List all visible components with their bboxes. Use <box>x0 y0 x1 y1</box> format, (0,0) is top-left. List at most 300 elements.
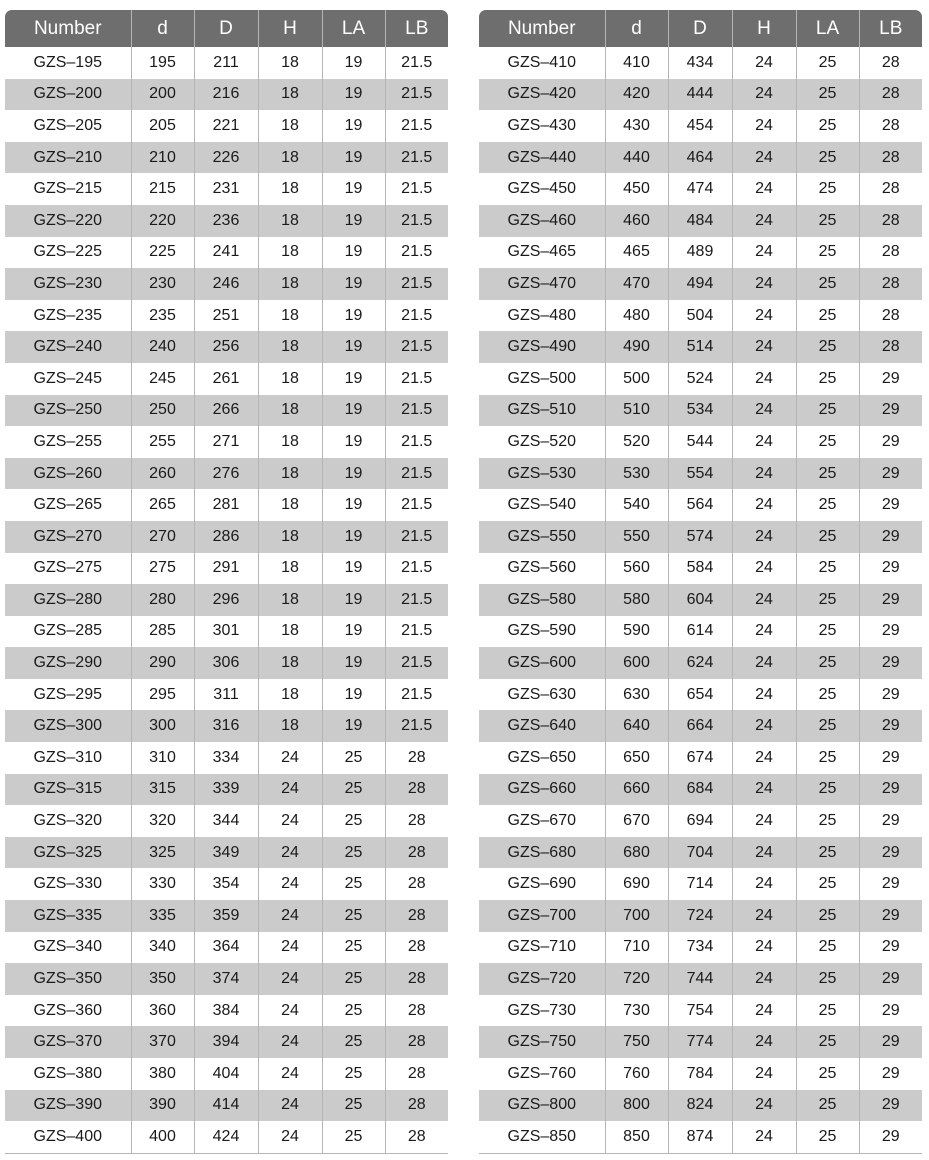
cell-d-inner: 590 <box>605 616 668 648</box>
cell-lb: 29 <box>859 995 922 1027</box>
table-row <box>479 1121 922 1153</box>
cell-d-inner: 320 <box>131 805 194 837</box>
cell-d-outer: 444 <box>668 79 732 111</box>
cell-h: 24 <box>258 963 322 995</box>
cell-d-outer: 344 <box>194 805 258 837</box>
cell-la: 25 <box>322 805 385 837</box>
cell-h: 24 <box>258 1026 322 1058</box>
cell-h: 18 <box>258 647 322 679</box>
table-row <box>479 331 922 363</box>
cell-la: 19 <box>322 142 385 174</box>
header-lb: LB <box>859 10 922 47</box>
cell-h: 24 <box>732 521 796 553</box>
cell-d-inner: 490 <box>605 331 668 363</box>
table-row <box>5 932 448 964</box>
cell-d-inner: 360 <box>131 995 194 1027</box>
cell-la: 25 <box>796 363 859 395</box>
cell-d-outer: 754 <box>668 995 732 1027</box>
cell-number: GZS–390 <box>5 1090 131 1122</box>
cell-h: 24 <box>258 742 322 774</box>
cell-la: 25 <box>796 1026 859 1058</box>
cell-d-inner: 710 <box>605 932 668 964</box>
cell-d-outer: 494 <box>668 268 732 300</box>
cell-number: GZS–800 <box>479 1090 605 1122</box>
cell-d-outer: 394 <box>194 1026 258 1058</box>
cell-number: GZS–465 <box>507 243 576 261</box>
cell-d-inner: 325 <box>131 837 194 869</box>
spec-table-right <box>479 10 922 1154</box>
table-row <box>5 995 448 1027</box>
cell-lb: 29 <box>859 458 922 490</box>
cell-la: 19 <box>322 426 385 458</box>
cell-d-inner: 550 <box>605 521 668 553</box>
cell-d-inner: 690 <box>605 868 668 900</box>
cell-h: 18 <box>258 237 322 269</box>
cell-d-outer: 226 <box>194 142 258 174</box>
cell-number: GZS–540 <box>507 496 576 514</box>
cell-number: GZS–430 <box>507 116 576 134</box>
cell-d-outer: 404 <box>194 1058 258 1090</box>
header-number: Number <box>479 10 605 47</box>
cell-la: 19 <box>322 710 385 742</box>
cell-h: 24 <box>258 932 322 964</box>
cell-lb: 28 <box>385 963 448 995</box>
cell-h: 24 <box>732 710 796 742</box>
cell-lb: 28 <box>859 79 922 111</box>
cell-d-outer: 504 <box>668 300 732 332</box>
table-header-row <box>479 10 922 47</box>
cell-h: 24 <box>258 900 322 932</box>
cell-la: 25 <box>796 331 859 363</box>
cell-h: 24 <box>732 837 796 869</box>
cell-d-inner: 380 <box>131 1058 194 1090</box>
cell-la: 25 <box>322 742 385 774</box>
cell-h: 24 <box>732 1090 796 1122</box>
cell-h: 18 <box>258 363 322 395</box>
cell-d-inner: 200 <box>131 79 194 111</box>
cell-la: 25 <box>796 79 859 111</box>
cell-lb: 29 <box>859 774 922 806</box>
cell-d-inner: 700 <box>605 900 668 932</box>
table-row <box>5 584 448 616</box>
table-row <box>479 1058 922 1090</box>
cell-lb: 29 <box>859 363 922 395</box>
table-row <box>5 173 448 205</box>
header-la: LA <box>796 10 859 47</box>
cell-la: 25 <box>796 1058 859 1090</box>
cell-la: 25 <box>796 521 859 553</box>
cell-la: 25 <box>796 963 859 995</box>
cell-h: 24 <box>732 932 796 964</box>
cell-d-outer: 604 <box>668 584 732 616</box>
cell-h: 24 <box>732 268 796 300</box>
cell-la: 19 <box>322 489 385 521</box>
cell-la: 25 <box>322 963 385 995</box>
cell-number: GZS–760 <box>507 1064 576 1082</box>
cell-d-inner: 390 <box>131 1090 194 1122</box>
cell-la: 25 <box>796 553 859 585</box>
cell-number: GZS–630 <box>507 685 576 703</box>
cell-la: 25 <box>322 1026 385 1058</box>
table-row <box>5 616 448 648</box>
table-row <box>479 458 922 490</box>
cell-number: GZS–420 <box>479 79 605 111</box>
cell-number: GZS–710 <box>507 938 576 956</box>
cell-la: 25 <box>796 489 859 521</box>
cell-number: GZS–560 <box>507 559 576 577</box>
cell-lb: 21.5 <box>385 584 448 616</box>
cell-h: 24 <box>732 237 796 269</box>
cell-d-outer: 624 <box>668 647 732 679</box>
cell-number: GZS–700 <box>479 900 605 932</box>
table-row <box>5 1090 448 1122</box>
cell-number: GZS–750 <box>479 1026 605 1058</box>
cell-h: 24 <box>732 458 796 490</box>
cell-h: 18 <box>258 300 322 332</box>
cell-lb: 29 <box>859 805 922 837</box>
cell-d-outer: 514 <box>668 331 732 363</box>
cell-d-inner: 215 <box>131 173 194 205</box>
cell-d-inner: 640 <box>605 710 668 742</box>
cell-number: GZS–590 <box>507 622 576 640</box>
table-row <box>5 300 448 332</box>
cell-h: 18 <box>258 710 322 742</box>
cell-number: GZS–640 <box>479 710 605 742</box>
cell-d-inner: 465 <box>605 237 668 269</box>
cell-number: GZS–660 <box>479 774 605 806</box>
cell-la: 19 <box>322 79 385 111</box>
cell-la: 25 <box>796 805 859 837</box>
cell-d-outer: 291 <box>194 553 258 585</box>
cell-la: 25 <box>322 995 385 1027</box>
cell-lb: 29 <box>859 426 922 458</box>
cell-lb: 21.5 <box>385 553 448 585</box>
cell-lb: 28 <box>385 868 448 900</box>
cell-d-outer: 734 <box>668 932 732 964</box>
table-row <box>479 110 922 142</box>
cell-d-outer: 484 <box>668 205 732 237</box>
cell-d-outer: 271 <box>194 426 258 458</box>
cell-d-outer: 714 <box>668 868 732 900</box>
cell-d-inner: 285 <box>131 616 194 648</box>
cell-d-inner: 220 <box>131 205 194 237</box>
cell-h: 18 <box>258 521 322 553</box>
cell-h: 24 <box>258 868 322 900</box>
cell-h: 24 <box>258 1121 322 1153</box>
cell-la: 19 <box>322 268 385 300</box>
cell-number: GZS–310 <box>33 748 102 766</box>
cell-d-outer: 231 <box>194 173 258 205</box>
cell-d-outer: 784 <box>668 1058 732 1090</box>
cell-la: 25 <box>322 1121 385 1153</box>
cell-d-outer: 434 <box>668 47 732 79</box>
cell-d-outer: 724 <box>668 900 732 932</box>
cell-la: 25 <box>796 237 859 269</box>
cell-d-outer: 296 <box>194 584 258 616</box>
cell-d-outer: 464 <box>668 142 732 174</box>
table-row <box>479 237 922 269</box>
cell-lb: 29 <box>859 553 922 585</box>
cell-h: 24 <box>732 647 796 679</box>
cell-la: 25 <box>796 742 859 774</box>
cell-d-outer: 489 <box>668 237 732 269</box>
cell-number: GZS–290 <box>5 647 131 679</box>
cell-h: 18 <box>258 331 322 363</box>
cell-lb: 28 <box>859 110 922 142</box>
cell-number: GZS–265 <box>33 496 102 514</box>
table-row <box>5 458 448 490</box>
cell-la: 25 <box>796 647 859 679</box>
cell-d-outer: 424 <box>194 1121 258 1153</box>
cell-d-inner: 310 <box>131 742 194 774</box>
cell-la: 25 <box>322 837 385 869</box>
cell-number: GZS–580 <box>479 584 605 616</box>
table-row <box>5 1058 448 1090</box>
table-row <box>5 900 448 932</box>
cell-d-outer: 574 <box>668 521 732 553</box>
cell-number: GZS–720 <box>479 963 605 995</box>
cell-d-outer: 684 <box>668 774 732 806</box>
cell-number: GZS–230 <box>5 268 131 300</box>
cell-d-outer: 554 <box>668 458 732 490</box>
table-row <box>5 742 448 774</box>
table-row <box>479 774 922 806</box>
cell-lb: 28 <box>859 173 922 205</box>
cell-h: 24 <box>732 363 796 395</box>
table-row <box>479 900 922 932</box>
cell-number: GZS–210 <box>5 142 131 174</box>
cell-h: 24 <box>732 868 796 900</box>
cell-d-outer: 316 <box>194 710 258 742</box>
cell-lb: 29 <box>859 932 922 964</box>
cell-d-inner: 260 <box>131 458 194 490</box>
cell-h: 24 <box>732 79 796 111</box>
table-row <box>479 79 922 111</box>
table-row <box>5 521 448 553</box>
cell-h: 18 <box>258 458 322 490</box>
cell-h: 24 <box>732 47 796 79</box>
cell-d-inner: 295 <box>131 679 194 711</box>
header-number: Number <box>5 10 131 47</box>
cell-d-inner: 580 <box>605 584 668 616</box>
table-row <box>479 1026 922 1058</box>
cell-number: GZS–490 <box>479 331 605 363</box>
cell-d-outer: 664 <box>668 710 732 742</box>
cell-d-inner: 250 <box>131 395 194 427</box>
header-d-inner: d <box>131 10 194 47</box>
cell-d-outer: 364 <box>194 932 258 964</box>
cell-la: 25 <box>796 900 859 932</box>
cell-h: 24 <box>732 426 796 458</box>
cell-d-inner: 400 <box>131 1121 194 1153</box>
cell-number: GZS–205 <box>33 116 102 134</box>
cell-number: GZS–250 <box>5 395 131 427</box>
cell-lb: 28 <box>385 900 448 932</box>
cell-lb: 21.5 <box>385 521 448 553</box>
table-row <box>479 1090 922 1122</box>
cell-d-inner: 370 <box>131 1026 194 1058</box>
cell-lb: 28 <box>385 1026 448 1058</box>
cell-number: GZS–400 <box>5 1121 131 1153</box>
cell-la: 19 <box>322 205 385 237</box>
cell-d-outer: 774 <box>668 1026 732 1058</box>
cell-la: 19 <box>322 395 385 427</box>
cell-lb: 29 <box>859 963 922 995</box>
cell-la: 25 <box>796 774 859 806</box>
cell-la: 19 <box>322 173 385 205</box>
cell-la: 19 <box>322 331 385 363</box>
header-d-inner: d <box>605 10 668 47</box>
cell-d-inner: 480 <box>605 300 668 332</box>
cell-number: GZS–280 <box>5 584 131 616</box>
cell-h: 18 <box>258 426 322 458</box>
cell-h: 24 <box>258 1090 322 1122</box>
cell-h: 24 <box>732 1121 796 1153</box>
cell-la: 19 <box>322 363 385 395</box>
table-row <box>479 268 922 300</box>
cell-lb: 21.5 <box>385 205 448 237</box>
cell-number: GZS–200 <box>5 79 131 111</box>
cell-lb: 29 <box>859 837 922 869</box>
header-d-outer: D <box>194 10 258 47</box>
cell-h: 24 <box>732 679 796 711</box>
cell-h: 24 <box>258 805 322 837</box>
cell-number: GZS–550 <box>479 521 605 553</box>
cell-la: 19 <box>322 300 385 332</box>
cell-h: 24 <box>258 1058 322 1090</box>
cell-la: 25 <box>322 1090 385 1122</box>
cell-h: 24 <box>732 584 796 616</box>
cell-lb: 21.5 <box>385 47 448 79</box>
cell-h: 24 <box>732 805 796 837</box>
header-h: H <box>732 10 796 47</box>
cell-d-outer: 474 <box>668 173 732 205</box>
cell-d-outer: 301 <box>194 616 258 648</box>
table-row <box>5 268 448 300</box>
cell-d-outer: 306 <box>194 647 258 679</box>
cell-d-inner: 335 <box>131 900 194 932</box>
cell-d-inner: 520 <box>605 426 668 458</box>
table-row <box>5 205 448 237</box>
cell-d-inner: 265 <box>131 489 194 521</box>
cell-la: 25 <box>796 173 859 205</box>
cell-d-outer: 216 <box>194 79 258 111</box>
cell-h: 24 <box>732 616 796 648</box>
cell-d-outer: 354 <box>194 868 258 900</box>
cell-lb: 29 <box>859 647 922 679</box>
cell-la: 19 <box>322 458 385 490</box>
cell-h: 18 <box>258 173 322 205</box>
cell-lb: 28 <box>385 742 448 774</box>
cell-number: GZS–380 <box>33 1064 102 1082</box>
cell-d-outer: 614 <box>668 616 732 648</box>
cell-lb: 21.5 <box>385 110 448 142</box>
cell-number: GZS–335 <box>5 900 131 932</box>
table-row <box>479 426 922 458</box>
cell-la: 25 <box>322 932 385 964</box>
cell-d-inner: 670 <box>605 805 668 837</box>
table-row <box>5 837 448 869</box>
cell-d-outer: 874 <box>668 1121 732 1153</box>
cell-number: GZS–520 <box>507 432 576 450</box>
cell-lb: 28 <box>859 205 922 237</box>
cell-number: GZS–500 <box>507 369 576 387</box>
cell-h: 24 <box>732 742 796 774</box>
cell-h: 24 <box>732 774 796 806</box>
cell-la: 19 <box>322 47 385 79</box>
cell-lb: 28 <box>859 47 922 79</box>
cell-d-outer: 744 <box>668 963 732 995</box>
cell-d-inner: 205 <box>131 110 194 142</box>
cell-d-outer: 359 <box>194 900 258 932</box>
cell-lb: 28 <box>859 237 922 269</box>
cell-h: 18 <box>258 489 322 521</box>
cell-la: 25 <box>796 205 859 237</box>
table-row <box>479 205 922 237</box>
cell-la: 25 <box>796 300 859 332</box>
cell-h: 24 <box>732 553 796 585</box>
cell-lb: 28 <box>859 142 922 174</box>
cell-number: GZS–275 <box>33 559 102 577</box>
cell-d-inner: 290 <box>131 647 194 679</box>
cell-la: 25 <box>796 679 859 711</box>
cell-lb: 21.5 <box>385 268 448 300</box>
cell-la: 25 <box>796 395 859 427</box>
cell-d-outer: 276 <box>194 458 258 490</box>
cell-la: 25 <box>796 995 859 1027</box>
table-row <box>479 489 922 521</box>
cell-number: GZS–215 <box>33 180 102 198</box>
table-row <box>5 47 448 79</box>
cell-number: GZS–220 <box>5 205 131 237</box>
cell-la: 19 <box>322 584 385 616</box>
cell-lb: 21.5 <box>385 331 448 363</box>
cell-number: GZS–340 <box>33 938 102 956</box>
cell-d-outer: 246 <box>194 268 258 300</box>
cell-h: 24 <box>258 774 322 806</box>
cell-d-outer: 534 <box>668 395 732 427</box>
cell-number: GZS–285 <box>33 622 102 640</box>
cell-la: 25 <box>796 426 859 458</box>
cell-lb: 29 <box>859 395 922 427</box>
cell-d-outer: 311 <box>194 679 258 711</box>
table-row <box>479 300 922 332</box>
cell-lb: 21.5 <box>385 142 448 174</box>
table-row <box>479 521 922 553</box>
cell-number: GZS–260 <box>5 458 131 490</box>
cell-d-outer: 674 <box>668 742 732 774</box>
table-row <box>5 79 448 111</box>
cell-lb: 29 <box>859 679 922 711</box>
cell-h: 24 <box>732 995 796 1027</box>
cell-lb: 28 <box>385 995 448 1027</box>
cell-la: 25 <box>322 900 385 932</box>
cell-d-inner: 660 <box>605 774 668 806</box>
cell-number: GZS–850 <box>479 1121 605 1153</box>
table-row <box>5 142 448 174</box>
cell-d-inner: 440 <box>605 142 668 174</box>
cell-h: 18 <box>258 47 322 79</box>
cell-number: GZS–510 <box>479 395 605 427</box>
table-row <box>5 647 448 679</box>
cell-lb: 21.5 <box>385 363 448 395</box>
cell-la: 25 <box>796 932 859 964</box>
cell-lb: 21.5 <box>385 300 448 332</box>
cell-d-outer: 281 <box>194 489 258 521</box>
table-row <box>479 868 922 900</box>
cell-lb: 28 <box>385 1058 448 1090</box>
cell-lb: 29 <box>859 584 922 616</box>
